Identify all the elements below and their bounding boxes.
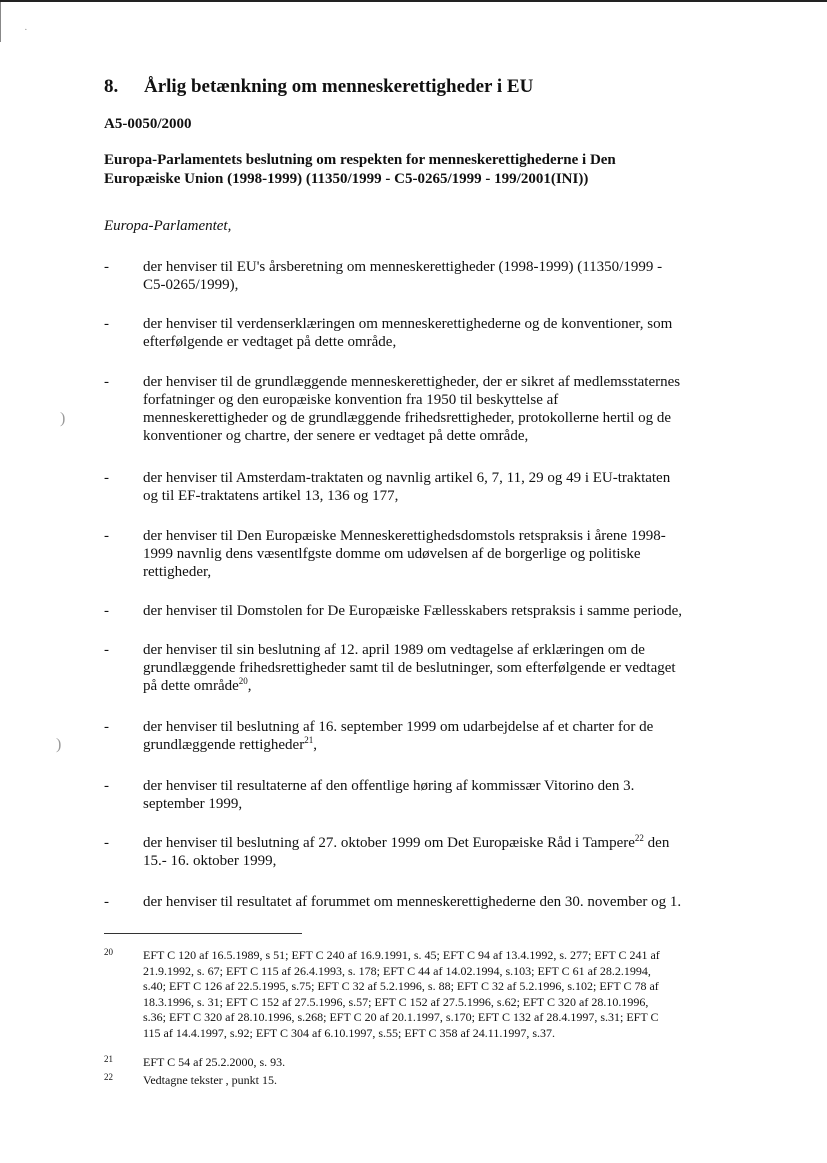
footnote-line: 115 af 14.4.1997, s.92; EFT C 304 af 6.10.1997, s.55; EFT C 358 af 24.11.1997, s.37. [143,1025,555,1040]
recital-text [143,641,754,695]
scan-speck: · [24,24,28,36]
text-fragment: på dette område [143,678,239,694]
document-reference: A5-0050/2000 [104,116,192,132]
text-line: der henviser til EU's årsberetning om menneskerettigheder (1998-1999) (11350/1999 - [143,259,663,275]
list-dash: - [104,835,109,851]
resolution-title-line: Europa-Parlamentets beslutning om respekten for menneskerettighederne i Den [104,152,616,168]
footnote-number: 20 [104,947,113,957]
recital-text [143,373,754,445]
section-number: 8. [104,76,119,97]
text-line: der henviser til de grundlæggende menneskerettigheder, der er sikret af medlemsstaternes [143,374,681,390]
list-dash: - [104,778,109,794]
text-line: der henviser til beslutning af 16. september 1999 om udarbejdelse af et charter for de [143,719,654,735]
text-line: forfatninger og den europæiske konvention fra 1950 til beskyttelse af [143,392,559,408]
footnote-line: s.40; EFT C 126 af 22.5.1995, s.75; EFT C 32 af 5.2.1996, s. 88; EFT C 32 af 5.2.1996, s.102; EFT C 78 af [143,979,659,993]
text-fragment: , [313,737,317,753]
text-line [143,736,754,754]
text-line: der henviser til resultaterne af den offentlige høring af kommissær Vitorino den 3. [143,778,635,794]
page-top-border [0,0,827,2]
scan-speck: ) [60,410,66,427]
text-fragment: grundlæggende rettigheder [143,737,305,753]
list-dash: - [104,374,109,390]
footnote-line: Vedtagne tekster , punkt 15. [143,1073,277,1087]
text-line [143,834,754,852]
text-line: der henviser til verdenserklæringen om menneskerettighederne og de konventioner, som [143,316,673,332]
list-dash: - [104,528,109,544]
recital-text [143,469,754,505]
page-left-border [0,2,1,42]
list-dash: - [104,642,109,658]
footnote-number: 22 [104,1072,113,1082]
list-dash: - [104,603,109,619]
footnote-line: EFT C 54 af 25.2.2000, s. 93. [143,1055,286,1069]
recital-text [143,777,754,813]
text-line: konventioner og chartre, der senere er vedtaget på dette område, [143,428,529,444]
text-line: september 1999, [143,796,243,812]
text-fragment: den [643,835,670,851]
intro-text: Europa-Parlamentet, [104,218,232,234]
text-line: der henviser til Amsterdam-traktaten og navnlig artikel 6, 7, 11, 29 og 49 i EU-traktaten [143,470,671,486]
list-dash: - [104,316,109,332]
text-line: grundlæggende frihedsrettigheder samt til de beslutninger, som efterfølgende er vedtaget [143,660,676,676]
resolution-title [104,151,704,189]
list-dash: - [104,259,109,275]
footnote-text [143,948,764,1041]
section-heading [104,76,533,98]
list-dash: - [104,894,109,910]
text-fragment: , [247,678,252,694]
footnote-ref[interactable]: 22 [634,833,644,843]
footnote-text [143,1055,764,1071]
footnote-ref[interactable]: 20 [238,676,248,686]
text-line [143,677,754,695]
recital-text [143,527,754,581]
recital-text [143,315,754,351]
text-line: og til EF-traktatens artikel 13, 136 og 177, [143,488,399,504]
recital-text [143,834,754,870]
text-line: rettigheder, [143,564,212,580]
resolution-title-line: Europæiske Union (1998-1999) (11350/1999 - C5-0265/1999 - 199/2001(INI)) [104,171,589,187]
text-line: 1999 navnlig dens væsentlfgste domme om udøvelsen af de borgerlige og politiske [143,546,641,562]
text-line: der henviser til sin beslutning af 12. april 1989 om vedtagelse af erklæringen om de [143,642,645,658]
text-line: der henviser til Domstolen for De Europæiske Fællesskabers retspraksis i samme periode, [143,603,683,619]
text-fragment: der henviser til beslutning af 27. oktober 1999 om Det Europæiske Råd i Tampere [143,835,635,851]
recital-text [143,718,754,754]
footnote-line: s.36; EFT C 320 af 28.10.1996, s.268; EFT C 20 af 20.1.1997, s.170; EFT C 132 af 28.4.1997, s.31; EFT C [143,1010,659,1024]
list-dash: - [104,470,109,486]
recital-text [143,893,754,911]
footnote-number: 21 [104,1054,113,1064]
text-line: efterfølgende er vedtaget på dette område, [143,334,397,350]
text-line: 15.- 16. oktober 1999, [143,853,277,869]
footnote-text [143,1073,764,1089]
text-line: C5-0265/1999), [143,277,239,293]
scan-speck: ) [56,736,62,753]
footnote-ref[interactable]: 21 [304,735,314,745]
text-line: der henviser til Den Europæiske Menneskerettighedsdomstols retspraksis i årene 1998- [143,528,666,544]
list-dash: - [104,719,109,735]
recital-text [143,258,754,294]
footnote-line: 21.9.1992, s. 67; EFT C 115 af 26.4.1993, s. 178; EFT C 44 af 14.02.1994, s.103; EFT C 61 af 28.2.1994, [143,963,651,978]
footnote-separator [104,933,302,934]
section-title: Årlig betænkning om menneskerettigheder i EU [144,76,534,97]
recital-text [143,602,754,620]
text-line: der henviser til resultatet af forummet om menneskerettighederne den 30. november og 1. [143,894,682,910]
footnote-line: EFT C 120 af 16.5.1989, s 51; EFT C 240 af 16.9.1991, s. 45; EFT C 94 af 13.4.1992, s. 277; EFT C 241 af [143,948,660,962]
text-line: menneskerettigheder og de grundlæggende frihedsrettigheder, protokollerne hertil og de [143,410,671,426]
footnote-line: 18.3.1996, s. 31; EFT C 152 af 27.5.1996, s.57; EFT C 152 af 27.5.1996, s.62; EFT C 320 af 28.10.1996, [143,994,649,1009]
